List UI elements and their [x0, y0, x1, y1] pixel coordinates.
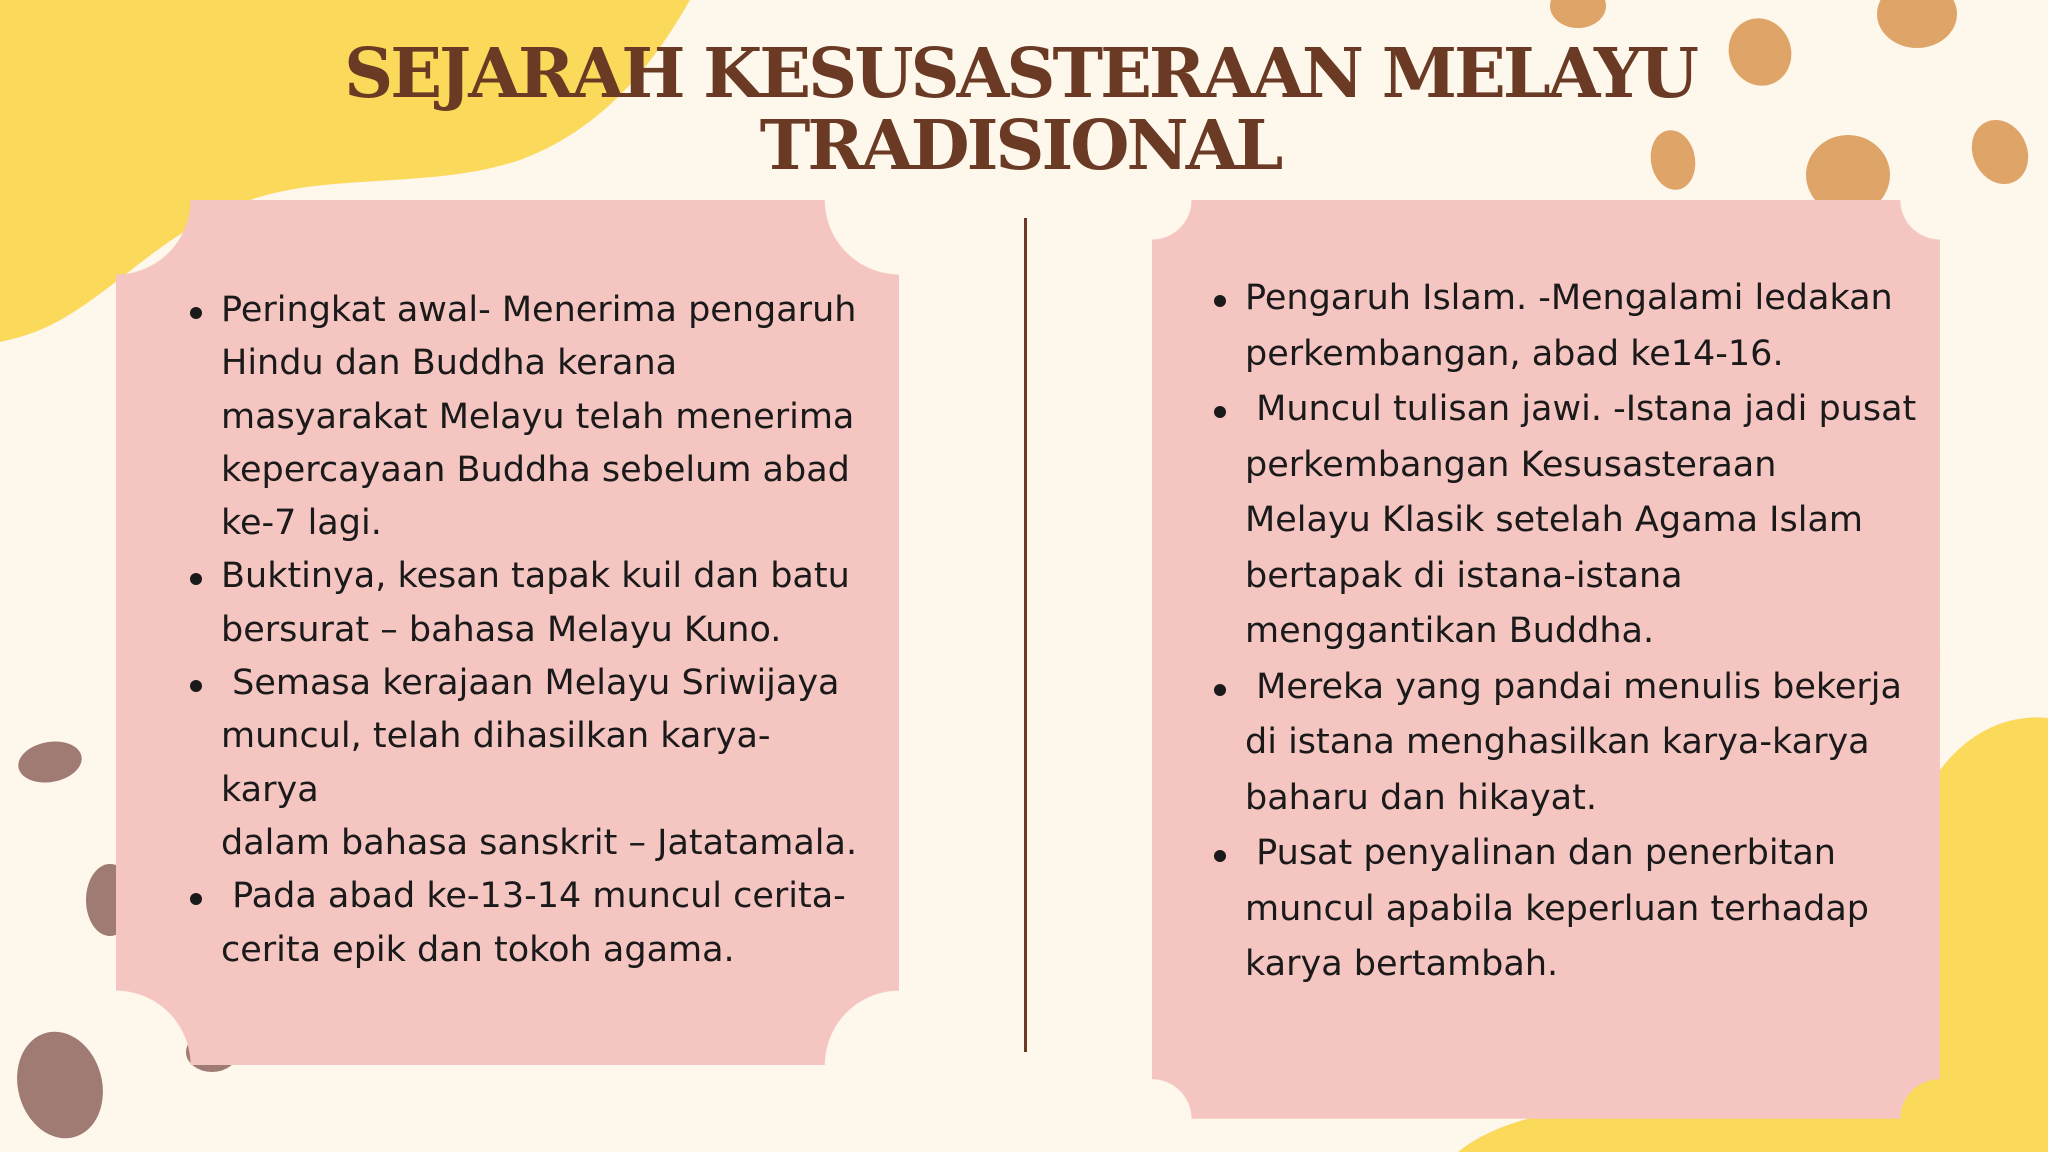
bullet-item: Pusat penyalinan dan penerbitan muncul apabila keperluan terhadap karya bertambah. [1212, 826, 1917, 993]
bullet-item: Semasa kerajaan Melayu Sriwijaya muncul, telah dihasilkan karya-karya dalam bahasa sanskrit – Jatatamala. [188, 657, 868, 870]
title-line-1: SEJARAH KESUSASTERAAN MELAYU [344, 34, 1696, 114]
bullet-item: Peringkat awal- Menerima pengaruh Hindu dan Buddha kerana masyarakat Melayu telah menerima kepercayaan Buddha sebelum abad ke-7 lagi. [188, 284, 868, 550]
bullet-item: Pada abad ke-13-14 muncul cerita- cerita epik dan tokoh agama. [188, 870, 868, 977]
tan-dot [1550, 0, 1606, 28]
bullet-item: Muncul tulisan jawi. -Istana jadi pusat perkembangan Kesusasteraan Melayu Klasik setelah Agama Islam bertapak di istana-istana menggantikan Buddha. [1212, 382, 1917, 660]
title-line-2: TRADISIONAL [759, 106, 1281, 186]
tan-dot [1877, 0, 1957, 48]
left-bullet-list [188, 284, 868, 977]
vertical-divider [1024, 218, 1027, 1052]
right-bullet-list [1212, 271, 1917, 993]
bullet-item: Mereka yang pandai menulis bekerja di istana menghasilkan karya-karya baharu dan hikayat. [1212, 660, 1917, 827]
bullet-item: Buktinya, kesan tapak kuil dan batu bersurat – bahasa Melayu Kuno. [188, 550, 868, 657]
tan-dot [1962, 111, 2039, 194]
mauve-dot [5, 1022, 114, 1148]
page-title [280, 34, 1760, 186]
bullet-item: Pengaruh Islam. -Mengalami ledakan perkembangan, abad ke14-16. [1212, 271, 1917, 382]
mauve-dot [15, 737, 85, 788]
